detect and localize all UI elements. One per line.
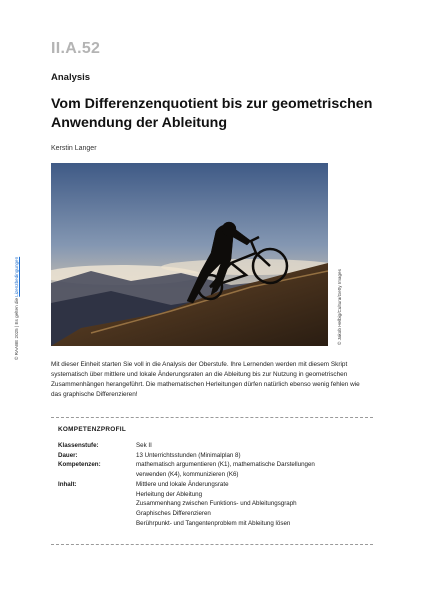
profile-value-line: Graphisches Differenzieren — [136, 509, 211, 517]
author-name: Kerstin Langer — [51, 145, 97, 152]
profile-value-line: Berührpunkt- und Tangentenproblem mit Ableitung lösen — [136, 519, 291, 527]
unit-code: II.A.52 — [51, 40, 101, 57]
profile-label: Inhalt: — [58, 480, 77, 488]
profile-label: Kompetenzen: — [58, 461, 101, 469]
profile-value-line: Sek II — [136, 442, 152, 449]
profile-value-line: Herleitung der Ableitung — [136, 490, 203, 498]
profile-row — [58, 451, 368, 461]
profile-value-line: verwenden (K4), kommunizieren (K6) — [136, 471, 239, 479]
profile-value-line: Mittlere und lokale Änderungsrate — [136, 480, 229, 488]
cover-photo — [51, 163, 328, 346]
top-divider — [51, 417, 373, 418]
copyright-notice — [14, 257, 19, 360]
profile-value — [136, 441, 368, 451]
license-link[interactable]: Lizenzbedingungen — [14, 256, 19, 297]
profile-value — [136, 451, 368, 461]
profile-row — [58, 441, 368, 451]
profile-heading: KOMPETENZPROFIL — [58, 426, 127, 433]
document-title: Vom Differenzenquotient bis zur geometrischen Anwendung der Ableitung — [51, 96, 373, 131]
competence-profile — [58, 426, 368, 528]
profile-value-line: Zusammenhang zwischen Funktions- und Ableitungsgraph — [136, 500, 297, 508]
profile-label: Dauer: — [58, 451, 78, 459]
profile-value — [136, 480, 368, 529]
profile-value-line: 13 Unterrichtsstunden (Minimalplan 8) — [136, 451, 241, 459]
profile-label: Klassenstufe: — [58, 442, 99, 449]
intro-text: Mit dieser Einheit starten Sie voll in die Analysis der Oberstufe. Ihre Lernenden werden mit diesem Skript systematisch über mittlere und lokale Änderungsraten an die Ableitung bis zur Nutzung in geometrischen Zusammenhängen herangeführt. Die mathematischen Herleitungen dürfen natürlich ebenso wenig fehlen wie das graphische Differenzieren! — [51, 361, 360, 398]
profile-value-line: mathematisch argumentieren (K1), mathematische Darstellungen — [136, 461, 315, 469]
copyright-text: © RAABE 2025 | Es gelten die — [14, 296, 19, 360]
subject-label: Analysis — [51, 72, 91, 83]
bottom-divider — [51, 544, 373, 545]
profile-row — [58, 480, 368, 529]
photo-credit: © Jakob Helbig/Cultura/Getty Images — [337, 269, 342, 345]
profile-value — [136, 460, 368, 479]
profile-row — [58, 460, 368, 479]
